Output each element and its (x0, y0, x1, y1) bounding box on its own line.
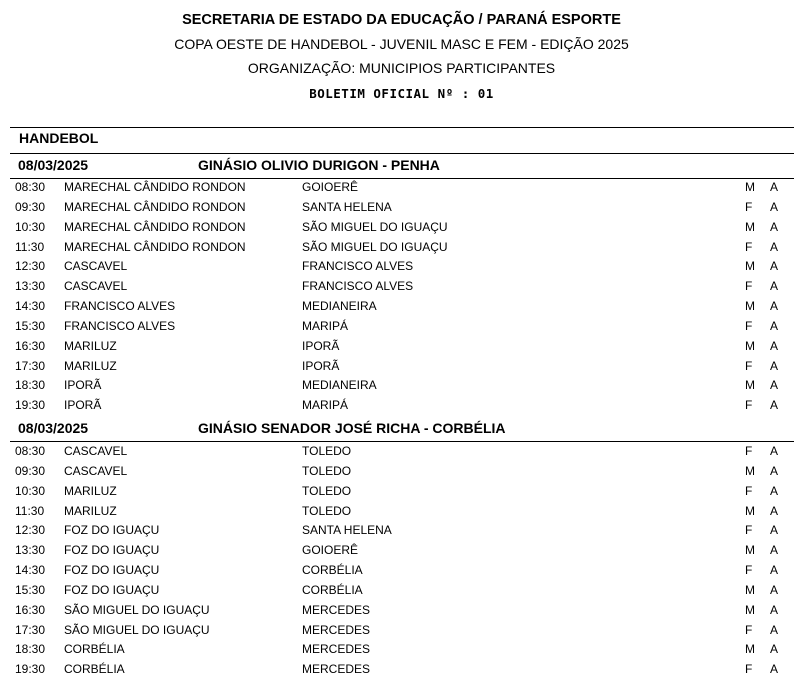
game-gender: F (745, 398, 753, 413)
away-team: TOLEDO (302, 483, 352, 498)
home-team: FOZ DO IGUAÇU (64, 523, 160, 538)
home-team: MARILUZ (64, 358, 117, 373)
away-team: MERCEDES (302, 642, 371, 657)
game-row (0, 298, 803, 318)
game-gender: F (745, 199, 753, 214)
home-team: FOZ DO IGUAÇU (64, 563, 160, 578)
home-team: MARILUZ (64, 483, 117, 498)
game-time: 19:30 (15, 662, 46, 677)
away-team: CORBÉLIA (302, 582, 363, 597)
game-category: A (770, 318, 779, 333)
game-category: A (770, 662, 779, 677)
game-category: A (770, 279, 779, 294)
game-gender: F (745, 239, 753, 254)
game-row (0, 278, 803, 298)
game-time: 10:30 (15, 219, 46, 234)
game-row (0, 641, 803, 661)
game-category: A (770, 199, 779, 214)
away-team: MARIPÁ (302, 318, 349, 333)
game-row (0, 377, 803, 397)
game-row (0, 542, 803, 562)
home-team: CASCAVEL (64, 279, 128, 294)
game-time: 09:30 (15, 199, 46, 214)
away-team: MERCEDES (302, 622, 371, 637)
away-team: GOIOERÊ (302, 543, 359, 558)
game-row (0, 358, 803, 378)
game-row (0, 443, 803, 463)
game-gender: M (745, 543, 755, 558)
game-gender: M (745, 259, 755, 274)
game-row (0, 397, 803, 417)
section-divider-top (10, 127, 794, 128)
game-gender: F (745, 444, 753, 458)
away-team: MEDIANEIRA (302, 378, 377, 393)
game-gender: F (745, 483, 753, 498)
game-category: A (770, 338, 779, 353)
game-time: 18:30 (15, 642, 46, 657)
home-team: FOZ DO IGUAÇU (64, 582, 160, 597)
home-team: IPORÃ (64, 378, 102, 393)
game-gender: M (745, 503, 755, 518)
game-time: 16:30 (15, 602, 46, 617)
away-team: GOIOERÊ (302, 180, 359, 194)
game-time: 08:30 (15, 444, 46, 458)
game-gender: M (745, 219, 755, 234)
game-gender: F (745, 622, 753, 637)
home-team: SÃO MIGUEL DO IGUAÇU (64, 602, 210, 617)
game-gender: M (745, 378, 755, 393)
home-team: FRANCISCO ALVES (64, 299, 176, 314)
game-row (0, 258, 803, 278)
game-category: A (770, 582, 779, 597)
game-gender: F (745, 662, 753, 677)
game-row (0, 661, 803, 681)
game-category: A (770, 523, 779, 538)
game-time: 11:30 (15, 503, 45, 518)
home-team: CASCAVEL (64, 463, 128, 478)
venue-date: 08/03/2025 (18, 420, 89, 436)
game-gender: M (745, 338, 755, 353)
away-team: CORBÉLIA (302, 563, 363, 578)
game-row (0, 602, 803, 622)
home-team: CORBÉLIA (64, 642, 125, 657)
game-row (0, 239, 803, 259)
away-team: MARIPÁ (302, 398, 349, 413)
game-time: 13:30 (15, 543, 46, 558)
home-team: MARECHAL CÂNDIDO RONDON (64, 219, 246, 234)
game-time: 08:30 (15, 180, 46, 194)
away-team: IPORÃ (302, 338, 340, 353)
section-title: HANDEBOL (19, 130, 99, 146)
home-team: MARECHAL CÂNDIDO RONDON (64, 199, 246, 214)
game-category: A (770, 483, 779, 498)
game-category: A (770, 358, 779, 373)
away-team: SÃO MIGUEL DO IGUAÇU (302, 239, 448, 254)
home-team: FRANCISCO ALVES (64, 318, 176, 333)
game-gender: M (745, 463, 755, 478)
home-team: MARILUZ (64, 503, 117, 518)
game-time: 18:30 (15, 378, 46, 393)
game-time: 13:30 (15, 279, 46, 294)
game-category: A (770, 239, 779, 254)
game-row (0, 318, 803, 338)
game-time: 12:30 (15, 523, 46, 538)
game-category: A (770, 543, 779, 558)
game-gender: F (745, 358, 753, 373)
home-team: IPORÃ (64, 398, 102, 413)
game-time: 09:30 (15, 463, 46, 478)
game-time: 14:30 (15, 299, 46, 314)
game-category: A (770, 259, 779, 274)
game-gender: F (745, 279, 753, 294)
game-time: 17:30 (15, 622, 46, 637)
games-list (0, 179, 803, 417)
game-row (0, 503, 803, 523)
venue-divider (10, 441, 794, 442)
game-row (0, 522, 803, 542)
game-category: A (770, 444, 779, 458)
away-team: FRANCISCO ALVES (302, 259, 414, 274)
game-time: 14:30 (15, 563, 46, 578)
game-gender: F (745, 523, 753, 538)
game-category: A (770, 622, 779, 637)
game-time: 17:30 (15, 358, 46, 373)
venue-name: GINÁSIO SENADOR JOSÉ RICHA - CORBÉLIA (198, 420, 506, 436)
game-category: A (770, 563, 779, 578)
home-team: MARECHAL CÂNDIDO RONDON (64, 180, 246, 194)
game-time: 10:30 (15, 483, 46, 498)
home-team: CORBÉLIA (64, 662, 125, 677)
venue-date: 08/03/2025 (18, 157, 89, 173)
game-gender: M (745, 602, 755, 617)
game-gender: M (745, 642, 755, 657)
games-list (0, 443, 803, 681)
home-team: CASCAVEL (64, 444, 128, 458)
game-row (0, 179, 803, 199)
away-team: SANTA HELENA (302, 199, 392, 214)
game-row (0, 582, 803, 602)
away-team: SÃO MIGUEL DO IGUAÇU (302, 219, 448, 234)
game-time: 12:30 (15, 259, 46, 274)
away-team: TOLEDO (302, 503, 352, 518)
game-gender: F (745, 563, 753, 578)
away-team: MERCEDES (302, 602, 371, 617)
header-organization: ORGANIZAÇÃO: MUNICIPIOS PARTICIPANTES (247, 60, 556, 76)
game-category: A (770, 398, 779, 413)
game-gender: M (745, 180, 755, 194)
home-team: MARECHAL CÂNDIDO RONDON (64, 239, 246, 254)
game-time: 15:30 (15, 582, 46, 597)
away-team: IPORÃ (302, 358, 340, 373)
game-time: 15:30 (15, 318, 46, 333)
away-team: MERCEDES (302, 662, 371, 677)
away-team: TOLEDO (302, 444, 352, 458)
header-title: SECRETARIA DE ESTADO DA EDUCAÇÃO / PARANÁ ESPORTE (182, 12, 621, 28)
away-team: TOLEDO (302, 463, 352, 478)
header-competition: COPA OESTE DE HANDEBOL - JUVENIL MASC E FEM - EDIÇÃO 2025 (174, 36, 629, 52)
game-row (0, 622, 803, 642)
game-category: A (770, 378, 779, 393)
game-time: 11:30 (15, 239, 45, 254)
game-category: A (770, 219, 779, 234)
game-gender: M (745, 582, 755, 597)
game-category: A (770, 642, 779, 657)
game-row (0, 199, 803, 219)
home-team: MARILUZ (64, 338, 117, 353)
section-divider-bottom (10, 153, 794, 154)
game-gender: F (745, 318, 753, 333)
game-category: A (770, 463, 779, 478)
game-gender: M (745, 299, 755, 314)
away-team: SANTA HELENA (302, 523, 392, 538)
game-category: A (770, 602, 779, 617)
game-category: A (770, 299, 779, 314)
game-row (0, 483, 803, 503)
home-team: SÃO MIGUEL DO IGUAÇU (64, 622, 210, 637)
game-row (0, 463, 803, 483)
venue-name: GINÁSIO OLIVIO DURIGON - PENHA (198, 157, 440, 173)
home-team: FOZ DO IGUAÇU (64, 543, 160, 558)
game-time: 16:30 (15, 338, 46, 353)
game-time: 19:30 (15, 398, 46, 413)
home-team: CASCAVEL (64, 259, 128, 274)
game-category: A (770, 503, 779, 518)
game-row (0, 338, 803, 358)
game-row (0, 562, 803, 582)
game-category: A (770, 180, 779, 194)
header-bulletin: BOLETIM OFICIAL Nº : 01 (309, 86, 494, 101)
away-team: FRANCISCO ALVES (302, 279, 414, 294)
game-row (0, 219, 803, 239)
away-team: MEDIANEIRA (302, 299, 377, 314)
